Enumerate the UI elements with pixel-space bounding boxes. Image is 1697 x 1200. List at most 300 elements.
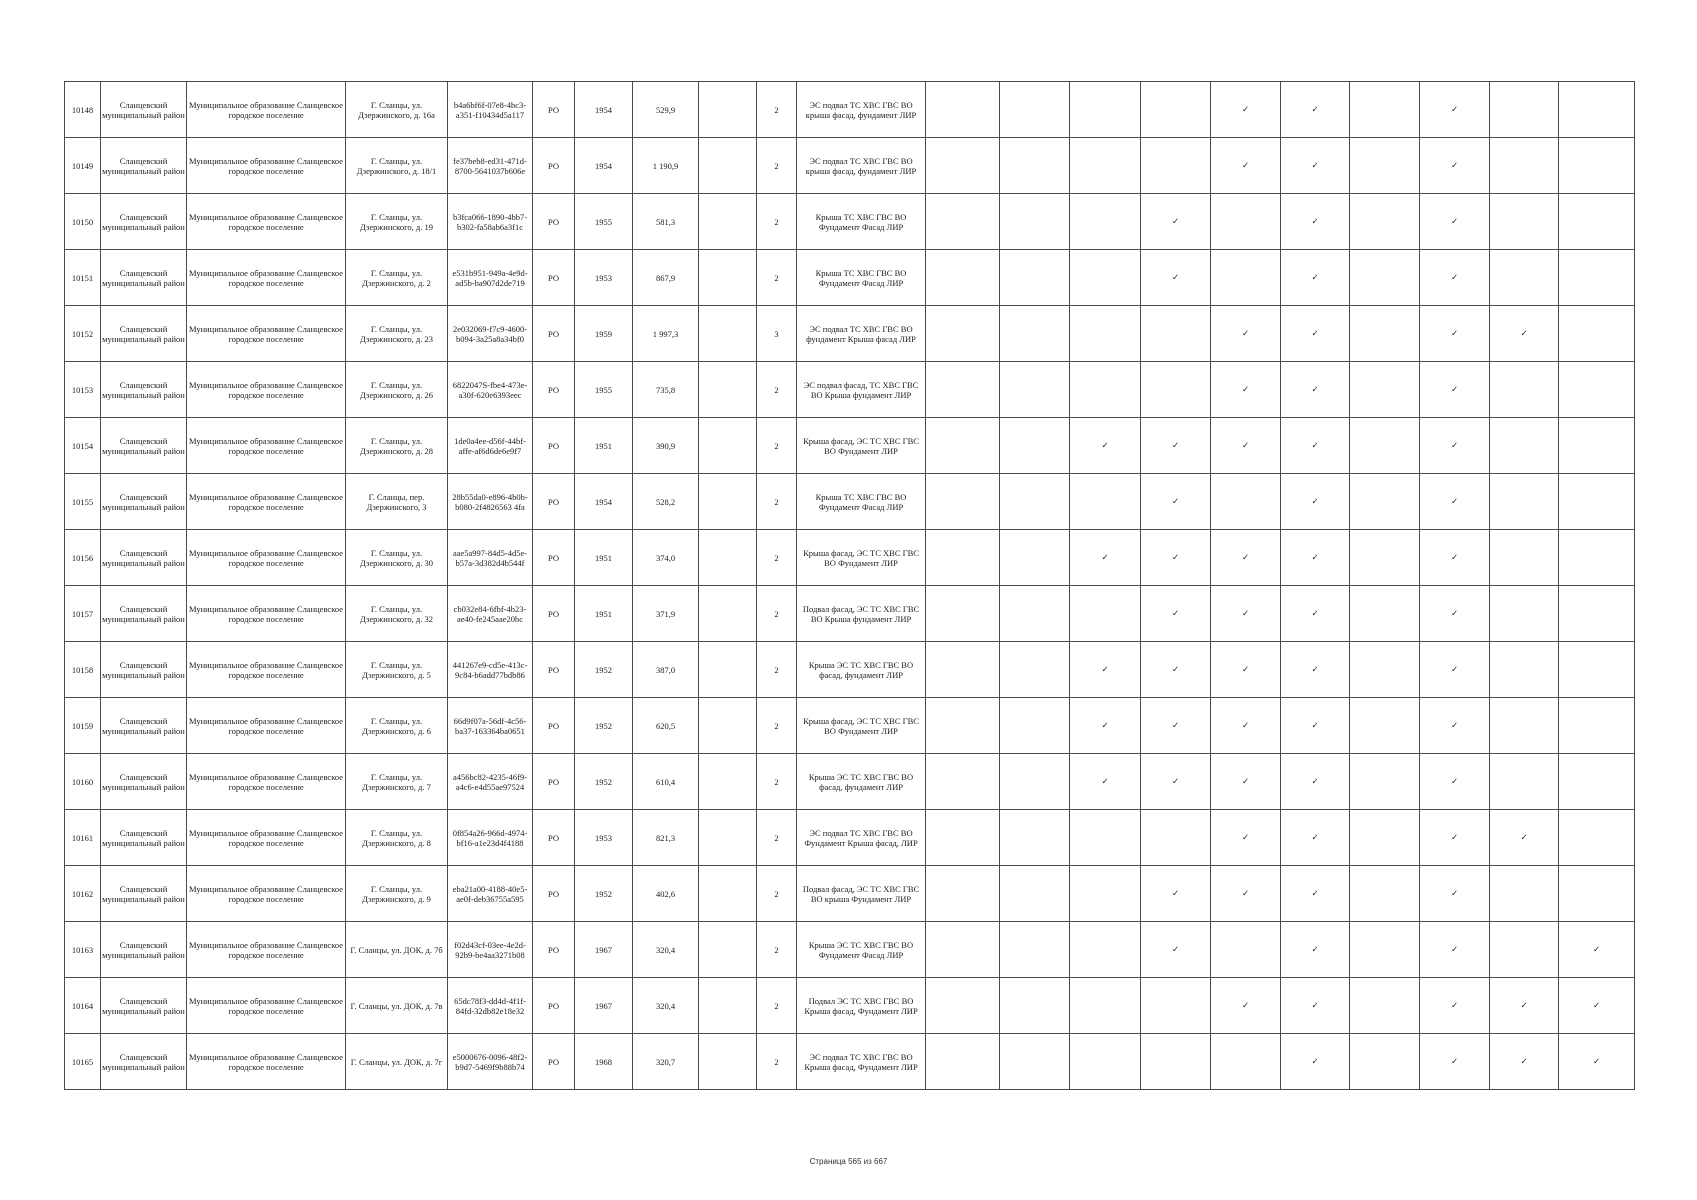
address-cell: Г. Сланцы, пер. Дзержинского, 3 [346,474,448,530]
empty-check-cell [1559,474,1635,530]
year-built-cell: 1954 [575,474,633,530]
check-mark: ✓ [1281,978,1350,1034]
floors-cell: 2 [757,922,797,978]
check-mark: ✓ [1559,1034,1635,1090]
empty-check-cell [1350,306,1420,362]
ownership-type-cell: РО [533,1034,575,1090]
area-cell: 528,2 [633,474,699,530]
empty-check-cell [1141,978,1211,1034]
guid-cell: b4a6bf6f-07e8-4bc3-a351-f10434d5a117 [448,82,533,138]
empty-check-cell [926,138,1000,194]
empty-check-cell [926,1034,1000,1090]
district-cell: Сланцевский муниципальный район [101,418,187,474]
municipality-cell: Муниципальное образование Сланцевское городское поселение [187,978,346,1034]
area-cell: 387,0 [633,642,699,698]
year-built-cell: 1953 [575,810,633,866]
guid-cell: 2e032069-f7c9-4600-b094-3a25a8a34bf0 [448,306,533,362]
area-cell: 402,6 [633,866,699,922]
municipality-cell: Муниципальное образование Сланцевское городское поселение [187,698,346,754]
empty-check-cell [1559,530,1635,586]
guid-cell: e531b951-949a-4e9d-ad5b-ba907d2de719 [448,250,533,306]
district-cell: Сланцевский муниципальный район [101,306,187,362]
area-cell: 581,3 [633,194,699,250]
address-cell: Г. Сланцы, ул. Дзержинского, д. 6 [346,698,448,754]
check-mark: ✓ [1559,978,1635,1034]
row-number: 10154 [65,418,101,474]
check-mark: ✓ [1070,530,1141,586]
empty-check-cell [1000,250,1070,306]
row-number: 10151 [65,250,101,306]
area-cell: 1 190,9 [633,138,699,194]
row-number: 10159 [65,698,101,754]
check-mark: ✓ [1141,530,1211,586]
row-number: 10160 [65,754,101,810]
empty-check-cell [1070,306,1141,362]
check-mark: ✓ [1141,586,1211,642]
empty-check-cell [926,194,1000,250]
year-built-cell: 1954 [575,138,633,194]
empty-check-cell [1070,922,1141,978]
check-mark: ✓ [1211,138,1281,194]
ownership-type-cell: РО [533,194,575,250]
table-row [65,810,1635,866]
check-mark: ✓ [1281,362,1350,418]
ownership-type-cell: РО [533,306,575,362]
empty-check-cell [1070,978,1141,1034]
check-mark: ✓ [1141,250,1211,306]
area-cell: 735,8 [633,362,699,418]
district-cell: Сланцевский муниципальный район [101,754,187,810]
municipality-cell: Муниципальное образование Сланцевское городское поселение [187,474,346,530]
check-mark: ✓ [1211,362,1281,418]
district-cell: Сланцевский муниципальный район [101,138,187,194]
empty-check-cell [926,754,1000,810]
empty-check-cell [1211,922,1281,978]
guid-cell: 28b55da0-e896-4b0b-b080-2f4826563 4fa [448,474,533,530]
district-cell: Сланцевский муниципальный район [101,810,187,866]
check-mark: ✓ [1141,642,1211,698]
empty-check-cell [1559,810,1635,866]
empty-check-cell [926,82,1000,138]
ownership-type-cell: РО [533,474,575,530]
area-cell: 1 997,3 [633,306,699,362]
guid-cell: 66d9f07a-56df-4c56-ba37-163364ba0651 [448,698,533,754]
empty-check-cell [1490,362,1559,418]
empty-check-cell [1211,474,1281,530]
check-mark: ✓ [1141,922,1211,978]
empty-check-cell [1559,642,1635,698]
check-mark: ✓ [1211,82,1281,138]
address-cell: Г. Сланцы, ул. Дзержинского, д. 30 [346,530,448,586]
empty-check-cell [926,362,1000,418]
empty-check-cell [1490,138,1559,194]
row-number: 10155 [65,474,101,530]
row-number: 10158 [65,642,101,698]
floors-cell: 2 [757,586,797,642]
check-mark: ✓ [1420,642,1490,698]
floors-cell: 2 [757,474,797,530]
area-cell: 320,4 [633,922,699,978]
check-mark: ✓ [1281,642,1350,698]
floors-cell: 2 [757,698,797,754]
year-built-cell: 1954 [575,82,633,138]
empty-check-cell [1490,530,1559,586]
year-built-cell: 1951 [575,530,633,586]
check-mark: ✓ [1281,306,1350,362]
check-mark: ✓ [1211,306,1281,362]
check-mark: ✓ [1281,866,1350,922]
municipality-cell: Муниципальное образование Сланцевское городское поселение [187,810,346,866]
empty-check-cell [1211,1034,1281,1090]
check-mark: ✓ [1211,530,1281,586]
ownership-type-cell: РО [533,698,575,754]
area-cell: 320,7 [633,1034,699,1090]
empty-check-cell [1000,194,1070,250]
municipality-cell: Муниципальное образование Сланцевское городское поселение [187,306,346,362]
ownership-type-cell: РО [533,642,575,698]
empty-check-cell [1559,418,1635,474]
address-cell: Г. Сланцы, ул. Дзержинского, д. 7 [346,754,448,810]
empty-check-cell [1211,194,1281,250]
guid-cell: e5000676-0096-48f2-b9d7-5469f9b88b74 [448,1034,533,1090]
empty-cell [699,866,757,922]
empty-check-cell [1141,362,1211,418]
empty-cell [699,1034,757,1090]
check-mark: ✓ [1211,586,1281,642]
ownership-type-cell: РО [533,362,575,418]
check-mark: ✓ [1420,978,1490,1034]
year-built-cell: 1959 [575,306,633,362]
works-cell: ЭС подвал ТС ХВС ГВС ВО крыша фасад, фундамент ЛИР [797,138,926,194]
district-cell: Сланцевский муниципальный район [101,194,187,250]
check-mark: ✓ [1141,754,1211,810]
table-row [65,1034,1635,1090]
empty-check-cell [1350,530,1420,586]
address-cell: Г. Сланцы, ул. Дзержинского, д. 9 [346,866,448,922]
empty-check-cell [1490,82,1559,138]
empty-check-cell [1070,194,1141,250]
municipality-cell: Муниципальное образование Сланцевское городское поселение [187,642,346,698]
check-mark: ✓ [1281,530,1350,586]
ownership-type-cell: РО [533,866,575,922]
table-row [65,250,1635,306]
empty-cell [699,922,757,978]
empty-check-cell [1559,586,1635,642]
year-built-cell: 1952 [575,754,633,810]
check-mark: ✓ [1211,754,1281,810]
empty-cell [699,586,757,642]
check-mark: ✓ [1420,698,1490,754]
district-cell: Сланцевский муниципальный район [101,362,187,418]
empty-check-cell [1559,866,1635,922]
row-number: 10162 [65,866,101,922]
district-cell: Сланцевский муниципальный район [101,1034,187,1090]
empty-check-cell [1559,754,1635,810]
empty-check-cell [926,530,1000,586]
works-cell: Подвал ЭС ТС ХВС ГВС ВО Крыша фасад, Фундамент ЛИР [797,978,926,1034]
guid-cell: f02d43cf-03ee-4e2d-92b9-be4aa3271b08 [448,922,533,978]
ownership-type-cell: РО [533,810,575,866]
empty-check-cell [1350,250,1420,306]
empty-check-cell [1350,810,1420,866]
district-cell: Сланцевский муниципальный район [101,82,187,138]
works-cell: ЭС подвал ТС ХВС ГВС ВО фундамент Крыша фасад ЛИР [797,306,926,362]
works-cell: Крыша фасад, ЭС ТС ХВС ГВС ВО Фундамент ЛИР [797,698,926,754]
guid-cell: 1de0a4ee-d56f-44bf-affe-af6d6de6e9f7 [448,418,533,474]
row-number: 10164 [65,978,101,1034]
year-built-cell: 1951 [575,418,633,474]
empty-check-cell [1070,586,1141,642]
empty-check-cell [1350,82,1420,138]
empty-check-cell [1350,362,1420,418]
table-row [65,642,1635,698]
table-row [65,866,1635,922]
empty-check-cell [1141,138,1211,194]
row-number: 10150 [65,194,101,250]
guid-cell: fe37beb8-ed31-471d-8700-5641037b606e [448,138,533,194]
district-cell: Сланцевский муниципальный район [101,586,187,642]
empty-check-cell [1559,194,1635,250]
table-row [65,194,1635,250]
check-mark: ✓ [1281,418,1350,474]
municipality-cell: Муниципальное образование Сланцевское городское поселение [187,922,346,978]
table-row [65,978,1635,1034]
district-cell: Сланцевский муниципальный район [101,698,187,754]
check-mark: ✓ [1490,306,1559,362]
empty-check-cell [1350,586,1420,642]
municipality-cell: Муниципальное образование Сланцевское городское поселение [187,82,346,138]
ownership-type-cell: РО [533,250,575,306]
empty-check-cell [1141,82,1211,138]
district-cell: Сланцевский муниципальный район [101,474,187,530]
empty-check-cell [1490,194,1559,250]
empty-check-cell [926,418,1000,474]
check-mark: ✓ [1141,866,1211,922]
area-cell: 371,9 [633,586,699,642]
floors-cell: 2 [757,642,797,698]
check-mark: ✓ [1490,1034,1559,1090]
empty-check-cell [1350,474,1420,530]
year-built-cell: 1967 [575,922,633,978]
ownership-type-cell: РО [533,586,575,642]
empty-check-cell [1070,1034,1141,1090]
empty-check-cell [1490,418,1559,474]
address-cell: Г. Сланцы, ул. Дзержинского, д. 16а [346,82,448,138]
empty-check-cell [1350,418,1420,474]
floors-cell: 2 [757,978,797,1034]
empty-check-cell [1559,82,1635,138]
check-mark: ✓ [1420,530,1490,586]
floors-cell: 2 [757,530,797,586]
check-mark: ✓ [1420,250,1490,306]
empty-check-cell [1000,530,1070,586]
empty-check-cell [1141,1034,1211,1090]
check-mark: ✓ [1281,250,1350,306]
ownership-type-cell: РО [533,530,575,586]
year-built-cell: 1952 [575,866,633,922]
check-mark: ✓ [1420,194,1490,250]
check-mark: ✓ [1281,1034,1350,1090]
municipality-cell: Муниципальное образование Сланцевское городское поселение [187,530,346,586]
district-cell: Сланцевский муниципальный район [101,250,187,306]
empty-check-cell [1350,922,1420,978]
row-number: 10153 [65,362,101,418]
address-cell: Г. Сланцы, ул. ДОК, д. 7г [346,1034,448,1090]
check-mark: ✓ [1281,754,1350,810]
works-cell: ЭС подвал фасад, ТС ХВС ГВС ВО Крыша фундамент ЛИР [797,362,926,418]
empty-check-cell [1070,810,1141,866]
check-mark: ✓ [1559,922,1635,978]
empty-check-cell [1000,922,1070,978]
check-mark: ✓ [1420,474,1490,530]
empty-check-cell [1490,866,1559,922]
year-built-cell: 1951 [575,586,633,642]
works-cell: ЭС подвал ТС ХВС ГВС ВО Фундамент Крыша фасад, ЛИР [797,810,926,866]
district-cell: Сланцевский муниципальный район [101,978,187,1034]
empty-cell [699,194,757,250]
empty-check-cell [1350,754,1420,810]
works-cell: ЭС подвал ТС ХВС ГВС ВО крыша фасад, фундамент ЛИР [797,82,926,138]
year-built-cell: 1955 [575,194,633,250]
works-cell: Крыша ТС ХВС ГВС ВО Фундамент Фасад ЛИР [797,250,926,306]
floors-cell: 2 [757,362,797,418]
area-cell: 867,9 [633,250,699,306]
empty-check-cell [1070,474,1141,530]
ownership-type-cell: РО [533,922,575,978]
row-number: 10165 [65,1034,101,1090]
check-mark: ✓ [1211,418,1281,474]
check-mark: ✓ [1420,82,1490,138]
empty-check-cell [1000,698,1070,754]
year-built-cell: 1955 [575,362,633,418]
empty-cell [699,82,757,138]
guid-cell: b3fca066-1890-4bb7-b302-fa58ab6a3f1c [448,194,533,250]
municipality-cell: Муниципальное образование Сланцевское городское поселение [187,194,346,250]
address-cell: Г. Сланцы, ул. Дзержинского, д. 2 [346,250,448,306]
empty-check-cell [926,866,1000,922]
check-mark: ✓ [1490,810,1559,866]
guid-cell: cb032e84-6fbf-4b23-ae40-fe245aae20bc [448,586,533,642]
row-number: 10148 [65,82,101,138]
empty-check-cell [926,306,1000,362]
check-mark: ✓ [1420,922,1490,978]
empty-check-cell [1559,306,1635,362]
address-cell: Г. Сланцы, ул. Дзержинского, д. 26 [346,362,448,418]
floors-cell: 3 [757,306,797,362]
check-mark: ✓ [1281,82,1350,138]
empty-cell [699,978,757,1034]
municipality-cell: Муниципальное образование Сланцевское городское поселение [187,866,346,922]
empty-cell [699,250,757,306]
address-cell: Г. Сланцы, ул. Дзержинского, д. 19 [346,194,448,250]
check-mark: ✓ [1070,642,1141,698]
address-cell: Г. Сланцы, ул. Дзержинского, д. 18/1 [346,138,448,194]
check-mark: ✓ [1070,754,1141,810]
empty-check-cell [1000,586,1070,642]
empty-check-cell [926,250,1000,306]
ownership-type-cell: РО [533,754,575,810]
check-mark: ✓ [1281,698,1350,754]
table-row [65,530,1635,586]
empty-check-cell [926,698,1000,754]
empty-check-cell [1000,418,1070,474]
works-cell: Крыша ЭС ТС ХВС ГВС ВО Фундамент Фасад ЛИР [797,922,926,978]
check-mark: ✓ [1281,194,1350,250]
guid-cell: 441267e9-cd5e-413c-9c84-b6add77bdb86 [448,642,533,698]
empty-check-cell [1070,362,1141,418]
guid-cell: 65dc78f3-dd4d-4f1f-84fd-32db82e18e32 [448,978,533,1034]
check-mark: ✓ [1281,810,1350,866]
address-cell: Г. Сланцы, ул. Дзержинского, д. 23 [346,306,448,362]
empty-check-cell [1490,922,1559,978]
area-cell: 390,9 [633,418,699,474]
address-cell: Г. Сланцы, ул. Дзержинского, д. 28 [346,418,448,474]
table-row [65,362,1635,418]
check-mark: ✓ [1490,978,1559,1034]
floors-cell: 2 [757,194,797,250]
empty-check-cell [926,810,1000,866]
row-number: 10161 [65,810,101,866]
empty-check-cell [1350,698,1420,754]
check-mark: ✓ [1420,1034,1490,1090]
check-mark: ✓ [1141,474,1211,530]
empty-check-cell [1559,250,1635,306]
check-mark: ✓ [1141,194,1211,250]
empty-cell [699,138,757,194]
check-mark: ✓ [1420,754,1490,810]
address-cell: Г. Сланцы, ул. Дзержинского, д. 8 [346,810,448,866]
check-mark: ✓ [1211,978,1281,1034]
municipality-cell: Муниципальное образование Сланцевское городское поселение [187,1034,346,1090]
check-mark: ✓ [1420,138,1490,194]
empty-check-cell [1490,586,1559,642]
row-number: 10149 [65,138,101,194]
check-mark: ✓ [1420,306,1490,362]
guid-cell: aae5a997-84d5-4d5e-b57a-3d382d4b544f [448,530,533,586]
works-cell: ЭС подвал ТС ХВС ГВС ВО Крыша фасад, Фундамент ЛИР [797,1034,926,1090]
empty-check-cell [1000,866,1070,922]
municipality-cell: Муниципальное образование Сланцевское городское поселение [187,138,346,194]
empty-check-cell [1559,698,1635,754]
empty-check-cell [1350,978,1420,1034]
empty-check-cell [1000,306,1070,362]
empty-check-cell [1000,1034,1070,1090]
check-mark: ✓ [1070,698,1141,754]
empty-check-cell [1000,82,1070,138]
year-built-cell: 1952 [575,698,633,754]
table-row [65,82,1635,138]
empty-cell [699,754,757,810]
district-cell: Сланцевский муниципальный район [101,642,187,698]
empty-check-cell [1000,138,1070,194]
page-number: Страница 565 из 667 [809,1157,888,1166]
check-mark: ✓ [1211,698,1281,754]
empty-check-cell [1000,642,1070,698]
check-mark: ✓ [1211,642,1281,698]
check-mark: ✓ [1281,474,1350,530]
empty-cell [699,474,757,530]
table-row [65,306,1635,362]
municipality-cell: Муниципальное образование Сланцевское городское поселение [187,586,346,642]
row-number: 10157 [65,586,101,642]
empty-check-cell [926,642,1000,698]
address-cell: Г. Сланцы, ул. Дзержинского, д. 5 [346,642,448,698]
table-row [65,474,1635,530]
empty-cell [699,418,757,474]
empty-check-cell [1350,866,1420,922]
floors-cell: 2 [757,250,797,306]
empty-check-cell [1559,138,1635,194]
